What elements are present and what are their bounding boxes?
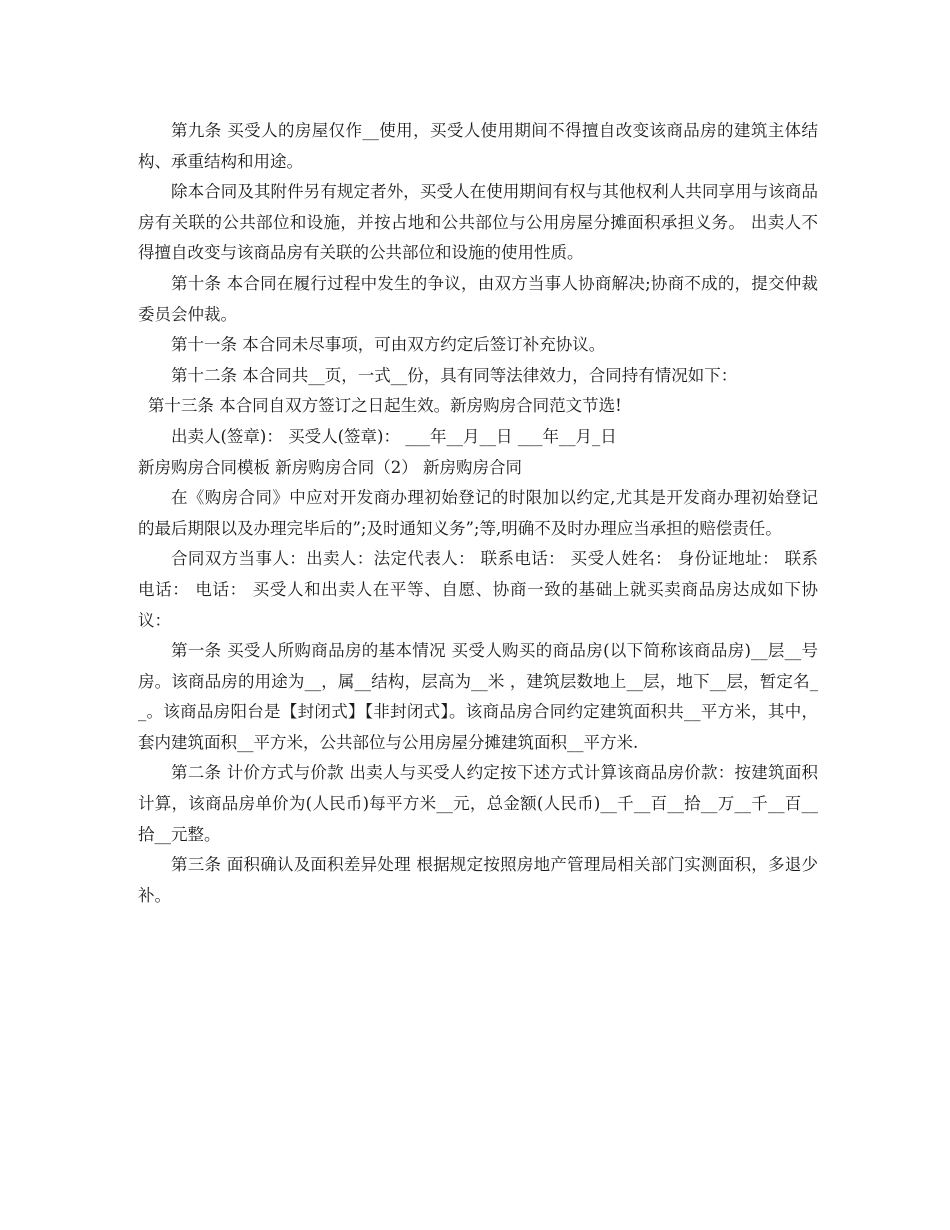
signature-line: 出卖人(签章)： 买受人(签章)： ___年__月__日 ___年__月_日 [171,426,617,446]
article-11-paragraph: 第十一条 本合同未尽事项，可由双方约定后签订补充协议。 [171,335,606,355]
article-10-paragraph: 第十条 本合同在履行过程中发生的争议，由双方当事人协商解决;协商不成的，提交仲裁委员会仲裁。 [138,273,818,324]
article-1-paragraph: 第一条 买受人所购商品房的基本情况 买受人购买的商品房(以下简称该商品房)__层__号房。该商品房的用途为__，属__结构，层高为__米 ，建筑层数地上__层，地下__层，暂定名__。该商品房阳台是【封闭式】【非封闭式】。该商品房合同约定建筑面积共__平方米，其中，套内建筑面积__平方米，公共部位与公用房屋分摊建筑面积__平方米. [138,641,818,752]
registration-note-paragraph: 在《购房合同》中应对开发商办理初始登记的时限加以约定,尤其是开发商办理初始登记的最后期限以及办理完毕后的”;及时通知义务”;等,明确不及时办理应当承担的赔偿责任。 [138,488,818,538]
article-3-paragraph: 第三条 面积确认及面积差异处理 根据规定按照房地产管理局相关部门实测面积，多退少补。 [138,855,818,905]
article-13-paragraph: 第十三条 本合同自双方签订之日起生效。新房购房合同范文节选! [147,396,622,416]
contract-title-line: 新房购房合同模板 新房购房合同（2） 新房购房合同 [138,457,522,477]
article-9-paragraph: 第九条 买受人的房屋仅作__使用，买受人使用期间不得擅自改变该商品房的建筑主体结构、承重结构和用途。 [138,121,818,171]
article-12-paragraph: 第十二条 本合同共__页，一式__份，具有同等法律效力，合同持有情况如下： [171,365,738,385]
document-page [138,116,818,911]
shared-facilities-paragraph: 除本合同及其附件另有规定者外，买受人在使用期间有权与其他权利人共同享用与该商品房有关联的公共部位和设施，并按占地和公共部位与公用房屋分摊面积承担义务。 出卖人不得擅自改变与该商品房有关联的公共部位和设施的使用性质。 [138,182,818,263]
article-2-paragraph: 第二条 计价方式与价款 出卖人与买受人约定按下述方式计算该商品房价款：按建筑面积计算，该商品房单价为(人民币)每平方米__元，总金额(人民币)__千__百__拾__万__千__百__拾__元整。 [138,763,818,844]
parties-paragraph: 合同双方当事人：出卖人：法定代表人： 联系电话： 买受人姓名： 身份证地址： 联系电话： 电话： 买受人和出卖人在平等、自愿、协商一致的基础上就买卖商品房达成如下协议： [138,549,818,630]
